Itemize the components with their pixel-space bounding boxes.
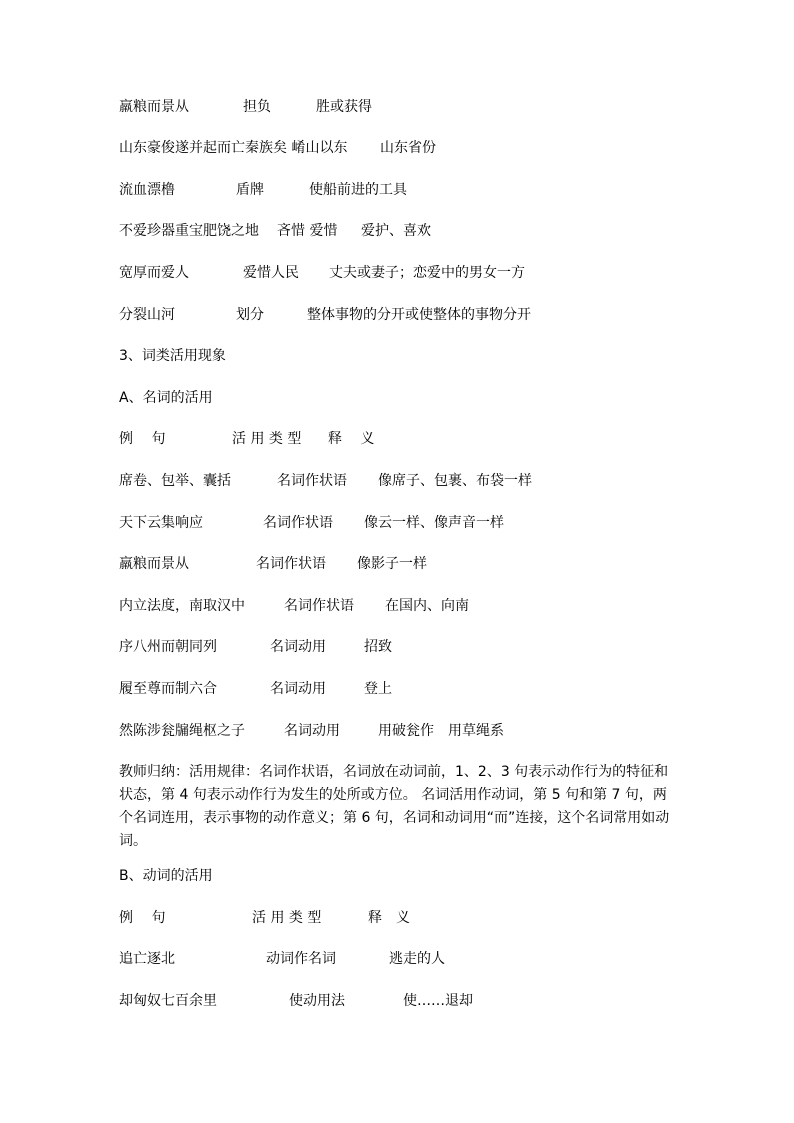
header-example: 例 句 <box>119 910 166 926</box>
vocab-meaning-ancient: 划分 <box>236 307 264 323</box>
usage-type: 动词作名词 <box>266 951 336 967</box>
vocab-term: 宽厚而爱人 <box>119 265 189 281</box>
usage-type: 使动用法 <box>289 993 345 1009</box>
teacher-summary: 教师归纳：活用规律：名词作状语，名词放在动词前，1、2、3 句表示动作行为的特征和状态，第 4 句表示动作行为发生的处所或方位。 名词活用作动词，第 5 句和第 7 句，两个名词连用，表示事物的动作意义；第 6 句，名词和动词用“而”连接，这个名词常用如动词。 <box>119 764 670 849</box>
example-sentence: 然陈涉瓮牖绳枢之子 <box>119 723 245 739</box>
section-3-heading: 3、词类活用现象 <box>119 348 226 364</box>
usage-type: 名词动用 <box>270 639 326 655</box>
meaning: 使……退却 <box>403 993 473 1009</box>
usage-type: 名词作状语 <box>263 515 333 531</box>
example-sentence: 席卷、包举、囊括 <box>119 473 231 489</box>
header-usage-type: 活 用 类 型 <box>252 910 322 926</box>
usage-type: 名词作状语 <box>277 473 347 489</box>
example-sentence: 羸粮而景从 <box>119 556 189 572</box>
vocab-meaning-modern: 整体事物的分开或使整体的事物分开 <box>307 307 531 323</box>
vocab-meaning-ancient: 盾牌 <box>236 182 264 198</box>
vocab-meaning-modern: 丈夫或妻子；恋爱中的男女一方 <box>329 265 525 281</box>
vocab-meaning-modern: 胜或获得 <box>316 99 372 115</box>
vocab-meaning-modern: 使船前进的工具 <box>309 182 407 198</box>
meaning: 招致 <box>364 639 392 655</box>
vocab-meaning-modern: 爱护、喜欢 <box>361 223 431 239</box>
header-usage-type: 活 用 类 型 <box>232 431 302 447</box>
usage-type: 名词作状语 <box>256 556 326 572</box>
meaning: 逃走的人 <box>389 951 445 967</box>
example-sentence: 却匈奴七百余里 <box>119 993 217 1009</box>
meaning: 登上 <box>364 681 392 697</box>
section-b-heading: B、动词的活用 <box>119 868 213 884</box>
example-sentence: 追亡逐北 <box>119 951 175 967</box>
meaning: 像云一样、像声音一样 <box>364 515 504 531</box>
vocab-term: 羸粮而景从 <box>119 99 189 115</box>
meaning: 用破瓮作 用草绳系 <box>378 723 504 739</box>
vocab-term: 流血漂橹 <box>119 182 175 198</box>
vocab-meaning-ancient: 爱惜人民 <box>243 265 299 281</box>
vocab-term: 分裂山河 <box>119 307 175 323</box>
example-sentence: 履至尊而制六合 <box>119 681 217 697</box>
vocab-meaning-ancient: 担负 <box>243 99 271 115</box>
section-a-heading: A、名词的活用 <box>119 390 213 406</box>
meaning: 在国内、向南 <box>385 598 469 614</box>
vocab-meaning-modern: 山东省份 <box>380 140 436 156</box>
example-sentence: 天下云集响应 <box>119 515 203 531</box>
vocab-term: 山东豪俊遂并起而亡秦族矣 崤山以东 <box>119 140 348 156</box>
vocab-meaning-ancient: 吝惜 爱惜 <box>277 223 338 239</box>
header-meaning: 释 义 <box>328 431 375 447</box>
meaning: 像影子一样 <box>357 556 427 572</box>
meaning: 像席子、包裹、布袋一样 <box>378 473 532 489</box>
example-sentence: 内立法度，南取汉中 <box>119 598 245 614</box>
example-sentence: 序八州而朝同列 <box>119 639 217 655</box>
usage-type: 名词动用 <box>270 681 326 697</box>
vocab-term: 不爱珍器重宝肥饶之地 <box>119 223 259 239</box>
header-meaning: 释 义 <box>368 910 410 926</box>
header-example: 例 句 <box>119 431 166 447</box>
usage-type: 名词作状语 <box>284 598 354 614</box>
usage-type: 名词动用 <box>284 723 340 739</box>
